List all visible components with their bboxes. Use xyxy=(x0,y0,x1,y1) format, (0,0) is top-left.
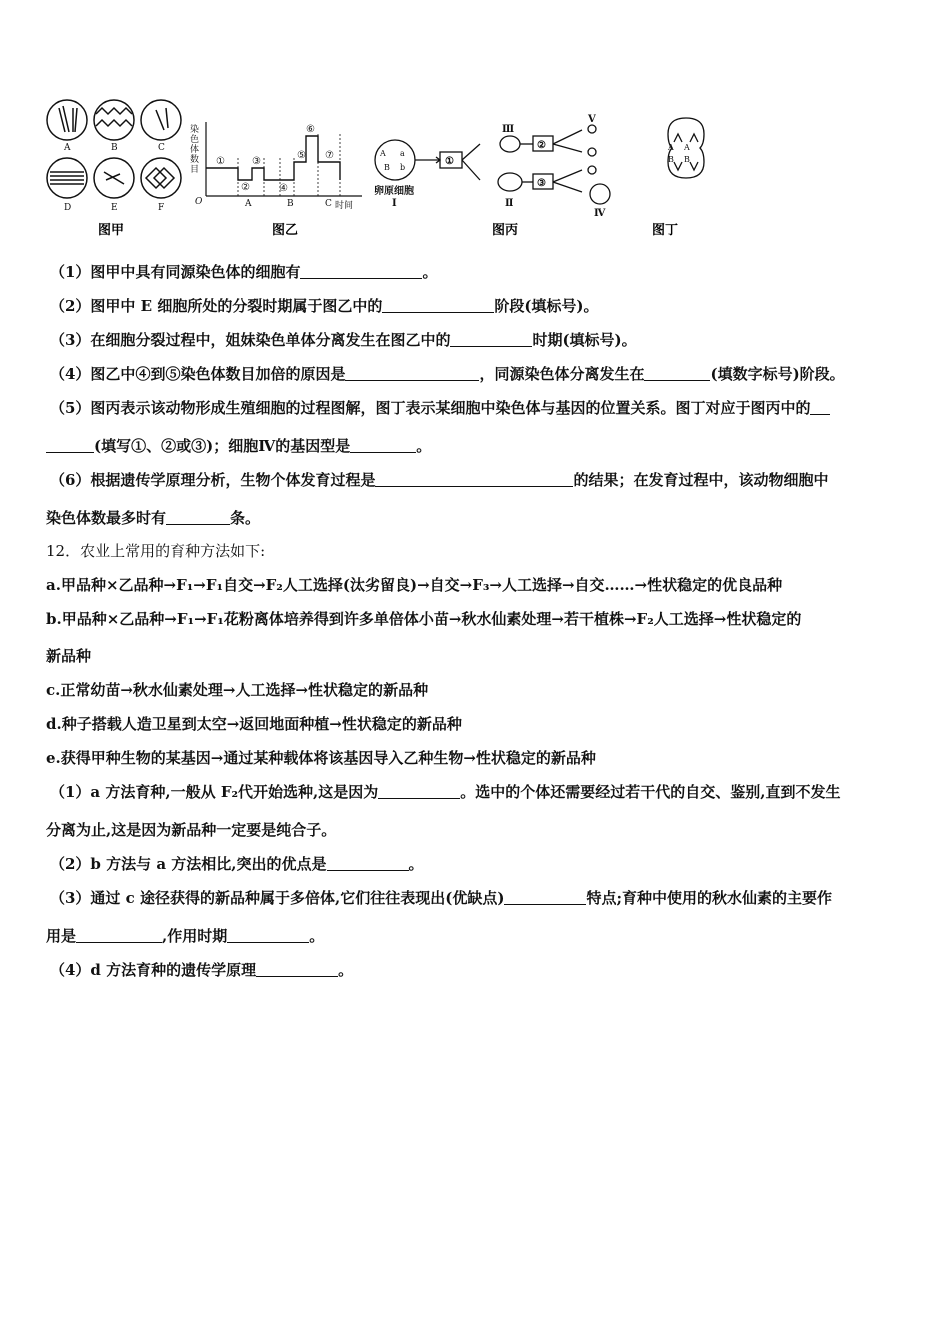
question-text: ，同源染色体分离发生在 xyxy=(479,365,645,383)
gene-label: B xyxy=(668,155,674,164)
figure-caption: 图丙 xyxy=(492,223,519,238)
q11-sub5-cont xyxy=(46,436,431,456)
y-axis-label-char: 数 xyxy=(190,155,200,165)
answer-blank[interactable] xyxy=(810,399,830,415)
cell-iv xyxy=(590,184,610,204)
stage-label: ⑦ xyxy=(325,150,334,161)
question-text: 。 xyxy=(338,961,354,979)
phase-label: A xyxy=(245,199,252,209)
q11-sub4 xyxy=(50,364,845,384)
process-label: ② xyxy=(537,140,546,151)
stage-label: ③ xyxy=(252,156,261,167)
answer-blank[interactable] xyxy=(382,297,494,313)
answer-blank[interactable] xyxy=(256,961,338,977)
q12-sub4 xyxy=(50,960,353,980)
answer-blank[interactable] xyxy=(504,889,586,905)
y-axis-label-char: 体 xyxy=(190,145,200,155)
stage-label: ⑤ xyxy=(297,150,306,161)
cell-iii xyxy=(500,136,520,152)
q11-sub2 xyxy=(50,296,599,316)
method-b: b.甲品种×乙品种→F₁→F₁花粉离体培养得到许多单倍体小苗→秋水仙素处理→若干植株→F₂人工选择→性状稳定的 xyxy=(46,610,802,628)
method-b-cont: 新品种 xyxy=(46,647,92,665)
gene-label: A xyxy=(380,149,386,158)
gene-label: B xyxy=(384,163,390,172)
cell-label: C xyxy=(158,143,165,153)
figure-caption: 图甲 xyxy=(98,223,125,238)
stage-label: ① xyxy=(216,156,225,167)
q12-sub1-cont: 分离为止,这是因为新品种一定要是纯合子。 xyxy=(46,821,337,839)
gene-label: B xyxy=(684,155,690,164)
question-text: （6）根据遗传学原理分析，生物个体发育过程是 xyxy=(50,471,376,489)
question-text: 条。 xyxy=(230,509,261,527)
q12-heading: 12．农业上常用的育种方法如下: xyxy=(46,542,266,560)
cell-label: F xyxy=(158,203,165,213)
cell-numeral: Ⅰ xyxy=(392,198,397,209)
stage-label: ⑥ xyxy=(306,124,315,135)
answer-blank[interactable] xyxy=(166,509,230,525)
question-text: 时期(填标号)。 xyxy=(532,331,637,349)
answer-blank[interactable] xyxy=(350,437,416,453)
question-text: ,作用时期 xyxy=(162,927,228,945)
cell-numeral: Ⅴ xyxy=(588,114,596,125)
stage-label: ② xyxy=(241,182,250,193)
figure-caption: 图乙 xyxy=(272,223,299,238)
question-text: （1）a 方法育种,一般从 F₂代开始选种,这是因为 xyxy=(50,783,379,801)
cell-label: B xyxy=(111,143,118,153)
answer-blank[interactable] xyxy=(378,783,460,799)
q11-sub3 xyxy=(50,330,637,350)
gene-label: A xyxy=(668,143,674,152)
question-text: (填数字标号)阶段。 xyxy=(710,365,845,383)
answer-blank[interactable] xyxy=(644,365,710,381)
cell-c xyxy=(141,100,181,140)
question-text: 染色体数最多时有 xyxy=(46,509,167,527)
q12-sub2 xyxy=(50,854,424,874)
question-text: （4）d 方法育种的遗传学原理 xyxy=(50,961,257,979)
cell-label: E xyxy=(111,203,118,213)
cell-ii xyxy=(498,173,522,191)
origin-label: O xyxy=(195,197,203,207)
question-text: 。 xyxy=(408,855,424,873)
method-a: a.甲品种×乙品种→F₁→F₁自交→F₂人工选择(汰劣留良)→自交→F₃→人工选择→自交……→性状稳定的优良品种 xyxy=(46,576,783,594)
gene-label: b xyxy=(400,163,406,172)
q11-sub6 xyxy=(50,470,828,490)
figure-yi-chart xyxy=(190,122,362,211)
process-label: ① xyxy=(445,156,454,167)
answer-blank[interactable] xyxy=(227,927,309,943)
method-c: c.正常幼苗→秋水仙素处理→人工选择→性状稳定的新品种 xyxy=(46,681,429,699)
phase-label: C xyxy=(325,199,332,209)
cell-numeral: Ⅲ xyxy=(502,124,515,135)
question-text: （2）图甲中 E 细胞所处的分裂时期属于图乙中的 xyxy=(50,297,383,315)
cell-name-label: 卵原细胞 xyxy=(374,186,414,197)
q11-sub1 xyxy=(50,262,437,282)
gene-label: A xyxy=(684,143,690,152)
question-text: 。 xyxy=(309,927,325,945)
process-label: ③ xyxy=(537,178,546,189)
gene-label: a xyxy=(400,149,405,158)
method-d: d.种子搭载人造卫星到太空→返回地面种植→性状稳定的新品种 xyxy=(46,715,462,733)
answer-blank[interactable] xyxy=(300,263,422,279)
question-text: 。 xyxy=(422,263,438,281)
y-axis-label-char: 染 xyxy=(190,125,200,135)
question-text: （2）b 方法与 a 方法相比,突出的优点是 xyxy=(50,855,327,873)
answer-blank[interactable] xyxy=(375,471,573,487)
question-text: （3）在细胞分裂过程中，姐妹染色单体分离发生在图乙中的 xyxy=(50,331,451,349)
figure-caption: 图丁 xyxy=(652,223,679,238)
answer-blank[interactable] xyxy=(450,331,532,347)
question-text: （1）图甲中具有同源染色体的细胞有 xyxy=(50,263,301,281)
phase-label: B xyxy=(287,199,294,209)
stage-label: ④ xyxy=(279,183,288,194)
oogonium-cell xyxy=(375,140,415,180)
question-text: （4）图乙中④到⑤染色体数目加倍的原因是 xyxy=(50,365,346,383)
question-text: 阶段(填标号)。 xyxy=(494,297,599,315)
cell-label: A xyxy=(64,143,71,153)
question-text: （3）通过 c 途径获得的新品种属于多倍体,它们往往表现出(优缺点) xyxy=(50,889,505,907)
cell-d xyxy=(47,158,87,198)
question-text: 的结果；在发育过程中，该动物细胞中 xyxy=(573,471,829,489)
question-text: 。选中的个体还需要经过若干代的自交、鉴别,直到不发生 xyxy=(460,783,841,801)
answer-blank[interactable] xyxy=(327,855,409,871)
q12-sub3 xyxy=(50,888,832,908)
question-text: 用是 xyxy=(46,927,77,945)
cell-numeral: Ⅳ xyxy=(594,208,606,219)
cell-numeral: Ⅱ xyxy=(505,198,514,209)
answer-blank[interactable] xyxy=(46,437,94,453)
question-text: 特点;育种中使用的秋水仙素的主要作 xyxy=(586,889,832,907)
question-text: （5）图丙表示该动物形成生殖细胞的过程图解，图丁表示某细胞中染色体与基因的位置关系。图丁对应于图丙中的 xyxy=(50,399,811,417)
method-e: e.获得甲种生物的某基因→通过某种载体将该基因导入乙种生物→性状稳定的新品种 xyxy=(46,749,596,767)
q12-sub1 xyxy=(50,782,841,802)
q11-sub6-cont xyxy=(46,508,260,528)
chromosome-line xyxy=(206,136,340,180)
y-axis-label-char: 色 xyxy=(190,135,200,145)
cell-label: D xyxy=(64,203,72,213)
x-axis-label: 时间 xyxy=(335,201,354,211)
answer-blank[interactable] xyxy=(345,365,479,381)
q12-sub3-cont xyxy=(46,926,324,946)
q11-sub5 xyxy=(50,398,830,418)
figure-strip xyxy=(40,92,720,240)
answer-blank[interactable] xyxy=(76,927,162,943)
question-text: (填写①、②或③)；细胞Ⅳ的基因型是 xyxy=(94,437,351,455)
y-axis-label-char: 目 xyxy=(190,165,200,175)
question-text: 。 xyxy=(416,437,432,455)
